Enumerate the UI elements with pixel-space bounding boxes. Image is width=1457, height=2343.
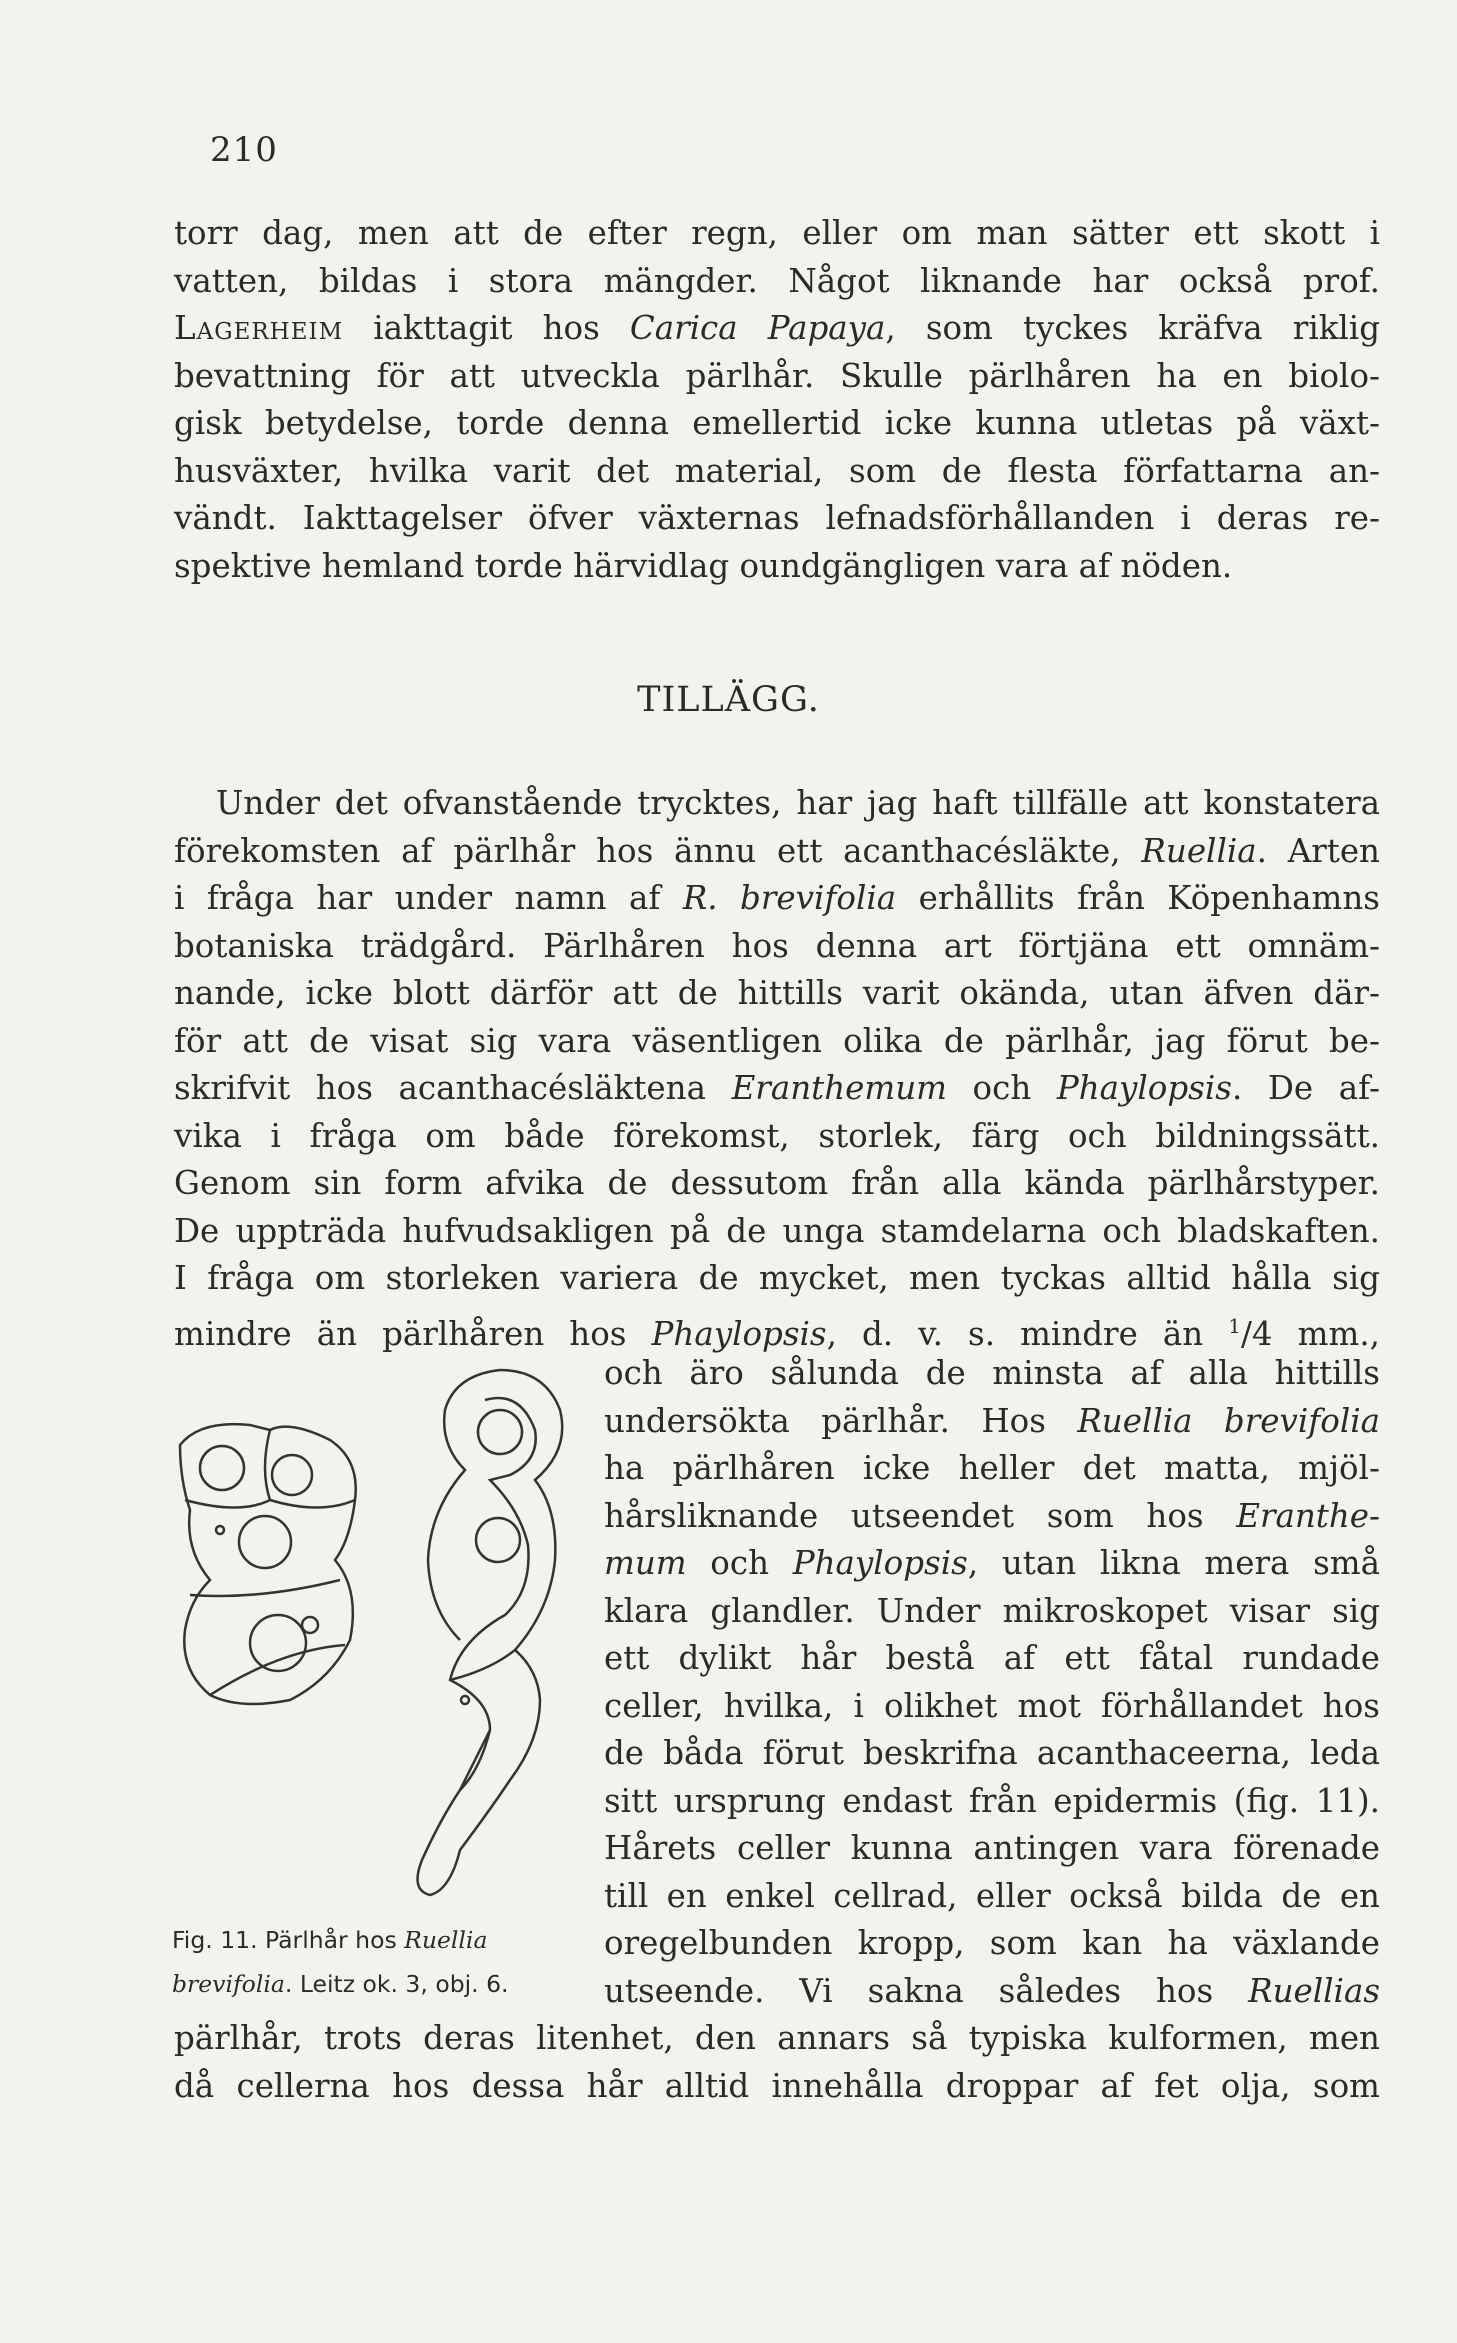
text-line: Under det ofvanstående trycktes, har jag haft tillfälle att konstatera: [216, 784, 1380, 822]
text-line: undersökta pärlhår. Hos Ruellia brevifolia: [604, 1401, 1380, 1440]
text-line: pärlhår, trots deras litenhet, den annars så typiska kulformen, men: [174, 2019, 1380, 2057]
text-line: i fråga har under namn af R. brevifolia erhållits från Köpenhamns: [174, 879, 1380, 917]
text-line: nande, icke blott därför att de hittills varit okända, utan äfven där-: [174, 974, 1380, 1012]
species-name: R. brevifolia: [682, 879, 897, 917]
nucleus: [200, 1446, 244, 1490]
paragraph-1: [174, 210, 1380, 590]
genus-name: Ruellia: [404, 1926, 488, 1954]
text-line: mindre än pärlhåren hos Phaylopsis, d. v. s. mindre än $^1$/4 mm.,: [174, 1313, 1380, 1353]
text-line: torr dag, men att de efter regn, eller om man sätter ett skott i: [174, 214, 1380, 252]
genus-name: Eranthemum: [731, 1069, 947, 1107]
text-line: till en enkel cellrad, eller också bilda de en: [604, 1876, 1380, 1915]
text-line: för att de visat sig vara väsentligen olika de pärlhår, jag förut be-: [174, 1021, 1380, 1060]
text-span: , som tyckes kräfva riklig: [885, 309, 1380, 347]
genus-name: mum: [604, 1544, 687, 1582]
species-name: Carica Papaya: [629, 309, 886, 347]
nucleus: [250, 1615, 306, 1671]
genus-name: Phaylopsis: [651, 1314, 827, 1353]
text-span: iakttagit hos: [343, 309, 630, 347]
species-name: Ruellia brevifolia: [1077, 1401, 1380, 1440]
text-line: De uppträda hufvudsakligen på de unga stamdelarna och bladskaften.: [174, 1211, 1380, 1250]
text-line: Genom sin form afvika de dessutom från alla kända pärlhårstyper.: [174, 1164, 1380, 1202]
text-line: mum och Phaylopsis, utan likna mera små: [604, 1544, 1380, 1582]
oil-droplet: [461, 1696, 469, 1704]
author-name: Lagerheim: [174, 309, 344, 347]
caption-line: Fig. 11. Pärlhår hos Ruellia: [172, 1926, 488, 1954]
figure-caption: [172, 1918, 592, 2006]
text-line: hårsliknande utseendet som hos Eranthe-: [604, 1496, 1380, 1535]
genus-name: Phaylopsis: [792, 1544, 968, 1582]
text-line: ha pärlhåren icke heller det matta, mjöl-: [604, 1449, 1380, 1487]
text-line: förekomsten af pärlhår hos ännu ett acanthacésläkte, Ruellia. Arten: [174, 831, 1380, 870]
text-line: bevattning för att utveckla pärlhår. Skulle pärlhåren ha en biolo-: [174, 356, 1380, 395]
genus-name: Ruellia: [1141, 831, 1257, 870]
genus-name: Eranthe-: [1236, 1496, 1380, 1535]
cell-wall: [450, 1650, 515, 1790]
cell-outline: [180, 1424, 356, 1704]
oil-droplet: [216, 1526, 224, 1534]
caption-line: brevifolia. Leitz ok. 3, obj. 6.: [172, 1970, 509, 1998]
text-line: skrifvit hos acanthacésläktena Eranthemum och Phaylopsis. De af-: [174, 1069, 1380, 1107]
text-line: botaniska trädgård. Pärlhåren hos denna art förtjäna ett omnäm-: [174, 926, 1380, 965]
text-line: [174, 305, 1380, 353]
text-line: Hårets celler kunna antingen vara förenade: [604, 1829, 1380, 1867]
fraction: $^1$/4: [1228, 1313, 1273, 1353]
oil-droplet: [302, 1617, 318, 1633]
cell-outline: [418, 1370, 563, 1895]
nucleus: [239, 1516, 291, 1568]
species-name: brevifolia: [172, 1970, 285, 1998]
genus-name: Phaylopsis: [1056, 1069, 1232, 1107]
text-line: sitt ursprung endast från epidermis (fig. 11).: [604, 1781, 1380, 1820]
nucleus: [476, 1518, 520, 1562]
text-line: då cellerna hos dessa hår alltid innehålla droppar af fet olja, som: [174, 2066, 1380, 2105]
text-line: och äro sålunda de minsta af alla hittills: [604, 1354, 1380, 1392]
text-line: utseende. Vi sakna således hos Ruellias: [604, 1971, 1380, 2010]
text-line: vika i fråga om både förekomst, storlek, färg och bildningssätt.: [174, 1116, 1380, 1155]
section-heading: TILLÄGG.: [637, 680, 820, 720]
page-number: 210: [210, 130, 278, 170]
text-line: I fråga om storleken variera de mycket, men tyckas alltid hålla sig: [174, 1259, 1380, 1297]
nucleus: [272, 1455, 312, 1495]
cell-wall: [185, 1430, 355, 1695]
text-line: gisk betydelse, torde denna emellertid icke kunna utletas på växt-: [174, 404, 1380, 442]
genus-name: Ruellias: [1248, 1971, 1380, 2010]
text-line: vändt. Iakttagelser öfver växternas lefnadsförhållanden i deras re-: [174, 499, 1380, 537]
text-line: de båda förut beskrifna acanthaceerna, leda: [604, 1734, 1380, 1772]
text-line: celler, hvilka, i olikhet mot förhållandet hos: [604, 1686, 1380, 1725]
text-line: vatten, bildas i stora mängder. Något liknande har också prof.: [174, 261, 1380, 300]
text-line: oregelbunden kropp, som kan ha växlande: [604, 1924, 1380, 1962]
nucleus: [478, 1410, 522, 1454]
text-line: husväxter, hvilka varit det material, som de flesta författarna an-: [174, 451, 1380, 490]
text-line: spektive hemland torde härvidlag oundgängligen vara af nöden.: [174, 546, 1233, 585]
text-line: klara glandler. Under mikroskopet visar sig: [604, 1591, 1380, 1630]
figure-11-drawing: [160, 1350, 600, 1920]
text-line: ett dylikt hår bestå af ett fåtal rundade: [604, 1639, 1380, 1677]
